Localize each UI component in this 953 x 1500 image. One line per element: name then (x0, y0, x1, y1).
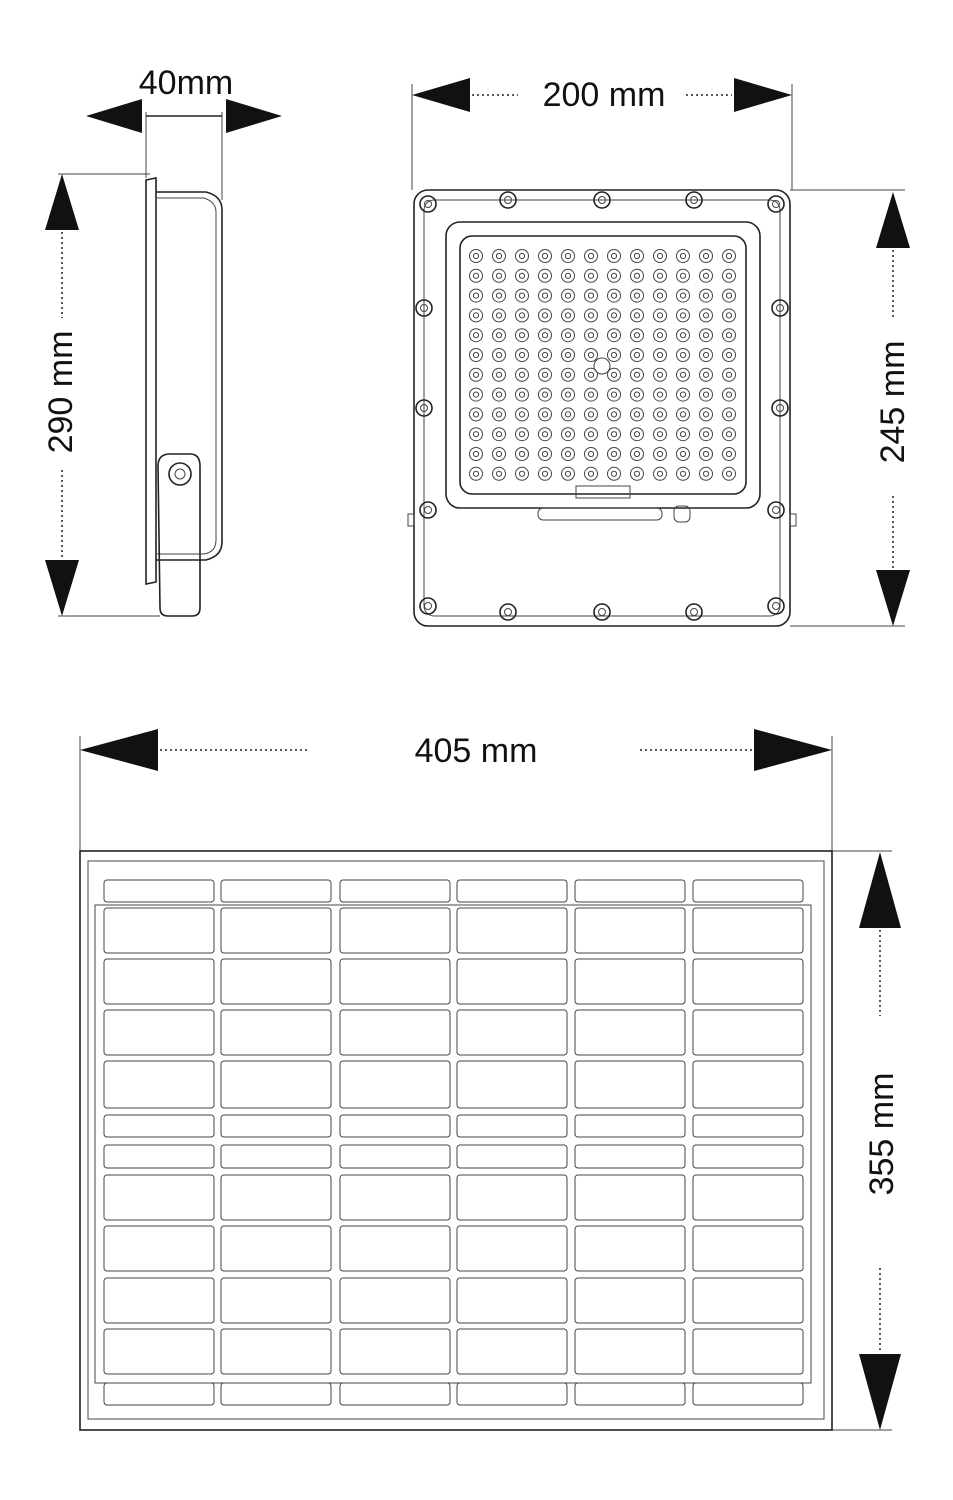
led (562, 388, 575, 401)
side-depth-label: 40mm (138, 64, 234, 102)
led (585, 269, 598, 282)
led (516, 269, 529, 282)
led (723, 408, 736, 421)
led (516, 408, 529, 421)
led (470, 329, 483, 342)
led (608, 250, 621, 263)
solar-cell (221, 908, 331, 953)
led (585, 250, 598, 263)
solar-cell (575, 1145, 685, 1168)
solar-cell (340, 1278, 450, 1323)
solar-cell (693, 1329, 803, 1374)
led (700, 309, 713, 322)
screw-icon (768, 598, 784, 614)
led (608, 309, 621, 322)
led (470, 467, 483, 480)
front-height-dimension (790, 190, 912, 626)
solar-cell (104, 1010, 214, 1055)
solar-cell (575, 908, 685, 953)
arrow-right (754, 729, 832, 771)
led (608, 448, 621, 461)
led (723, 428, 736, 441)
solar-cell (693, 1115, 803, 1137)
arrow-down (876, 570, 910, 626)
led (585, 289, 598, 302)
solar-cell (221, 1383, 331, 1405)
solar-cell (221, 1145, 331, 1168)
led (700, 269, 713, 282)
solar-cell (693, 1010, 803, 1055)
led (677, 388, 690, 401)
led (677, 309, 690, 322)
led (677, 428, 690, 441)
screw-icon (500, 604, 516, 620)
solar-cell (340, 908, 450, 953)
led (654, 388, 667, 401)
led (654, 368, 667, 381)
led (631, 368, 644, 381)
solar-cell (457, 1329, 567, 1374)
led (700, 289, 713, 302)
led (677, 448, 690, 461)
led (516, 289, 529, 302)
led (470, 269, 483, 282)
led (654, 448, 667, 461)
panel-width-label: 405 mm (414, 732, 538, 770)
led (631, 289, 644, 302)
led (654, 289, 667, 302)
solar-cell (693, 1226, 803, 1271)
led (723, 269, 736, 282)
led (654, 467, 667, 480)
solar-cell (221, 1115, 331, 1137)
solar-cell (693, 959, 803, 1004)
led (470, 309, 483, 322)
housing-screws (416, 192, 788, 620)
led (700, 388, 713, 401)
solar-cell (457, 1383, 567, 1405)
led (493, 289, 506, 302)
led (562, 269, 575, 282)
led (700, 467, 713, 480)
front-width-label: 200 mm (542, 76, 666, 114)
front-view (408, 76, 912, 626)
led (539, 329, 552, 342)
led-array (470, 250, 736, 481)
front-width-dimension (412, 76, 792, 190)
led (608, 368, 621, 381)
arrow-up (876, 192, 910, 248)
solar-cell (340, 1175, 450, 1220)
solar-cell (457, 908, 567, 953)
led (470, 349, 483, 362)
screw-icon (768, 502, 784, 518)
led (723, 467, 736, 480)
led (631, 269, 644, 282)
panel-height-dimension (832, 851, 901, 1430)
led (723, 388, 736, 401)
solar-cell (575, 1010, 685, 1055)
led (470, 250, 483, 263)
led (539, 408, 552, 421)
arrow-left (86, 99, 142, 133)
solar-cell (575, 959, 685, 1004)
led (493, 448, 506, 461)
panel-width-dimension (80, 729, 832, 852)
led (723, 448, 736, 461)
solar-cell (221, 1010, 331, 1055)
panel-height-label: 355 mm (863, 1072, 901, 1196)
solar-cell (221, 1061, 331, 1108)
screw-icon (420, 598, 436, 614)
led (470, 448, 483, 461)
led (539, 349, 552, 362)
led (608, 408, 621, 421)
led (700, 368, 713, 381)
led (562, 329, 575, 342)
led (608, 467, 621, 480)
solar-cell (693, 1061, 803, 1108)
arrow-down (45, 560, 79, 616)
led (516, 368, 529, 381)
solar-cell (457, 1115, 567, 1137)
led (585, 309, 598, 322)
arrow-right (734, 78, 792, 112)
solar-cell (457, 1061, 567, 1108)
solar-cell (104, 959, 214, 1004)
side-view (42, 64, 282, 616)
led (608, 428, 621, 441)
solar-cell (457, 1145, 567, 1168)
screw-icon (420, 502, 436, 518)
led (723, 250, 736, 263)
led (470, 408, 483, 421)
led (654, 250, 667, 263)
solar-cell (575, 880, 685, 902)
led (539, 289, 552, 302)
solar-cell (575, 1061, 685, 1108)
led (723, 309, 736, 322)
solar-cell (693, 908, 803, 953)
solar-cell (457, 1226, 567, 1271)
led (631, 428, 644, 441)
arrow-right (226, 99, 282, 133)
solar-cell (104, 1145, 214, 1168)
solar-cell (693, 880, 803, 902)
led (562, 309, 575, 322)
led (539, 309, 552, 322)
side-height-dimension (42, 174, 160, 616)
led (539, 467, 552, 480)
solar-cell (457, 880, 567, 902)
led (539, 428, 552, 441)
led (654, 428, 667, 441)
led (562, 250, 575, 263)
led (677, 408, 690, 421)
led (516, 448, 529, 461)
led (700, 349, 713, 362)
led (516, 467, 529, 480)
solar-cell (340, 1145, 450, 1168)
led (723, 349, 736, 362)
led (700, 428, 713, 441)
solar-cell (340, 1010, 450, 1055)
led (493, 349, 506, 362)
solar-cells (104, 880, 803, 1405)
solar-cell (693, 1145, 803, 1168)
solar-cell (575, 1115, 685, 1137)
led (723, 329, 736, 342)
arrow-left (412, 78, 470, 112)
screw-icon (420, 196, 436, 212)
led (677, 289, 690, 302)
solar-cell (693, 1383, 803, 1405)
arrow-down (859, 1354, 901, 1430)
solar-cell (221, 880, 331, 902)
led (677, 349, 690, 362)
solar-cell (457, 1010, 567, 1055)
led (677, 329, 690, 342)
led (654, 269, 667, 282)
led (470, 368, 483, 381)
led (493, 428, 506, 441)
led (631, 349, 644, 362)
solar-cell (457, 1278, 567, 1323)
solar-cell (340, 880, 450, 902)
led (493, 368, 506, 381)
led (677, 250, 690, 263)
solar-cell (340, 959, 450, 1004)
led (608, 349, 621, 362)
solar-cell (693, 1278, 803, 1323)
arrow-up (859, 852, 901, 928)
led (493, 250, 506, 263)
solar-cell (340, 1383, 450, 1405)
led (608, 329, 621, 342)
led (608, 269, 621, 282)
led (516, 349, 529, 362)
led (585, 408, 598, 421)
led (700, 408, 713, 421)
led (677, 368, 690, 381)
led (539, 250, 552, 263)
screw-icon (594, 604, 610, 620)
solar-cell (104, 1329, 214, 1374)
led (585, 329, 598, 342)
led (562, 289, 575, 302)
solar-cell (104, 1175, 214, 1220)
solar-cell (575, 1278, 685, 1323)
solar-cell (104, 1061, 214, 1108)
led (516, 428, 529, 441)
solar-cell (104, 1278, 214, 1323)
solar-cell (575, 1383, 685, 1405)
led (585, 388, 598, 401)
led (562, 408, 575, 421)
led (539, 368, 552, 381)
led (562, 368, 575, 381)
side-depth-dimension (86, 64, 282, 200)
solar-cell (693, 1175, 803, 1220)
led (631, 329, 644, 342)
solar-cell (575, 1175, 685, 1220)
led (608, 388, 621, 401)
solar-cell (575, 1329, 685, 1374)
led (493, 388, 506, 401)
led (493, 269, 506, 282)
led (654, 309, 667, 322)
solar-cell (340, 1329, 450, 1374)
led (631, 309, 644, 322)
led (631, 448, 644, 461)
led (470, 388, 483, 401)
led (493, 408, 506, 421)
led (677, 467, 690, 480)
solar-cell (221, 1329, 331, 1374)
led (654, 408, 667, 421)
solar-cell (104, 908, 214, 953)
led (539, 388, 552, 401)
led (700, 448, 713, 461)
arrow-left (80, 729, 158, 771)
led (516, 329, 529, 342)
led (608, 289, 621, 302)
led (585, 428, 598, 441)
arrow-up (45, 174, 79, 230)
led (493, 467, 506, 480)
solar-cell (104, 1115, 214, 1137)
led (585, 349, 598, 362)
solar-cell (221, 1278, 331, 1323)
led (539, 448, 552, 461)
front-height-label: 245 mm (874, 340, 912, 464)
led (470, 428, 483, 441)
solar-panel-view (80, 729, 901, 1430)
led (562, 448, 575, 461)
solar-cell (340, 1115, 450, 1137)
solar-cell (104, 1226, 214, 1271)
led (677, 269, 690, 282)
solar-cell (104, 880, 214, 902)
led (654, 349, 667, 362)
side-profile (146, 178, 222, 616)
led (470, 289, 483, 302)
led (631, 467, 644, 480)
solar-cell (575, 1226, 685, 1271)
led (700, 329, 713, 342)
led (723, 368, 736, 381)
side-height-label: 290 mm (42, 330, 80, 454)
led (516, 309, 529, 322)
solar-cell (104, 1383, 214, 1405)
led (723, 289, 736, 302)
led (585, 448, 598, 461)
solar-cell (457, 959, 567, 1004)
led (516, 388, 529, 401)
solar-cell (221, 1226, 331, 1271)
solar-cell (221, 1175, 331, 1220)
led (700, 250, 713, 263)
solar-cell (221, 959, 331, 1004)
led (585, 467, 598, 480)
led (493, 329, 506, 342)
led (562, 428, 575, 441)
led (539, 269, 552, 282)
screw-icon (768, 196, 784, 212)
solar-cell (340, 1061, 450, 1108)
led (654, 329, 667, 342)
solar-cell (340, 1226, 450, 1271)
led (631, 408, 644, 421)
led (516, 250, 529, 263)
led (493, 309, 506, 322)
led (562, 467, 575, 480)
screw-icon (686, 604, 702, 620)
led (562, 349, 575, 362)
lamp-housing (408, 190, 796, 626)
solar-cell (457, 1175, 567, 1220)
led (631, 250, 644, 263)
led (631, 388, 644, 401)
